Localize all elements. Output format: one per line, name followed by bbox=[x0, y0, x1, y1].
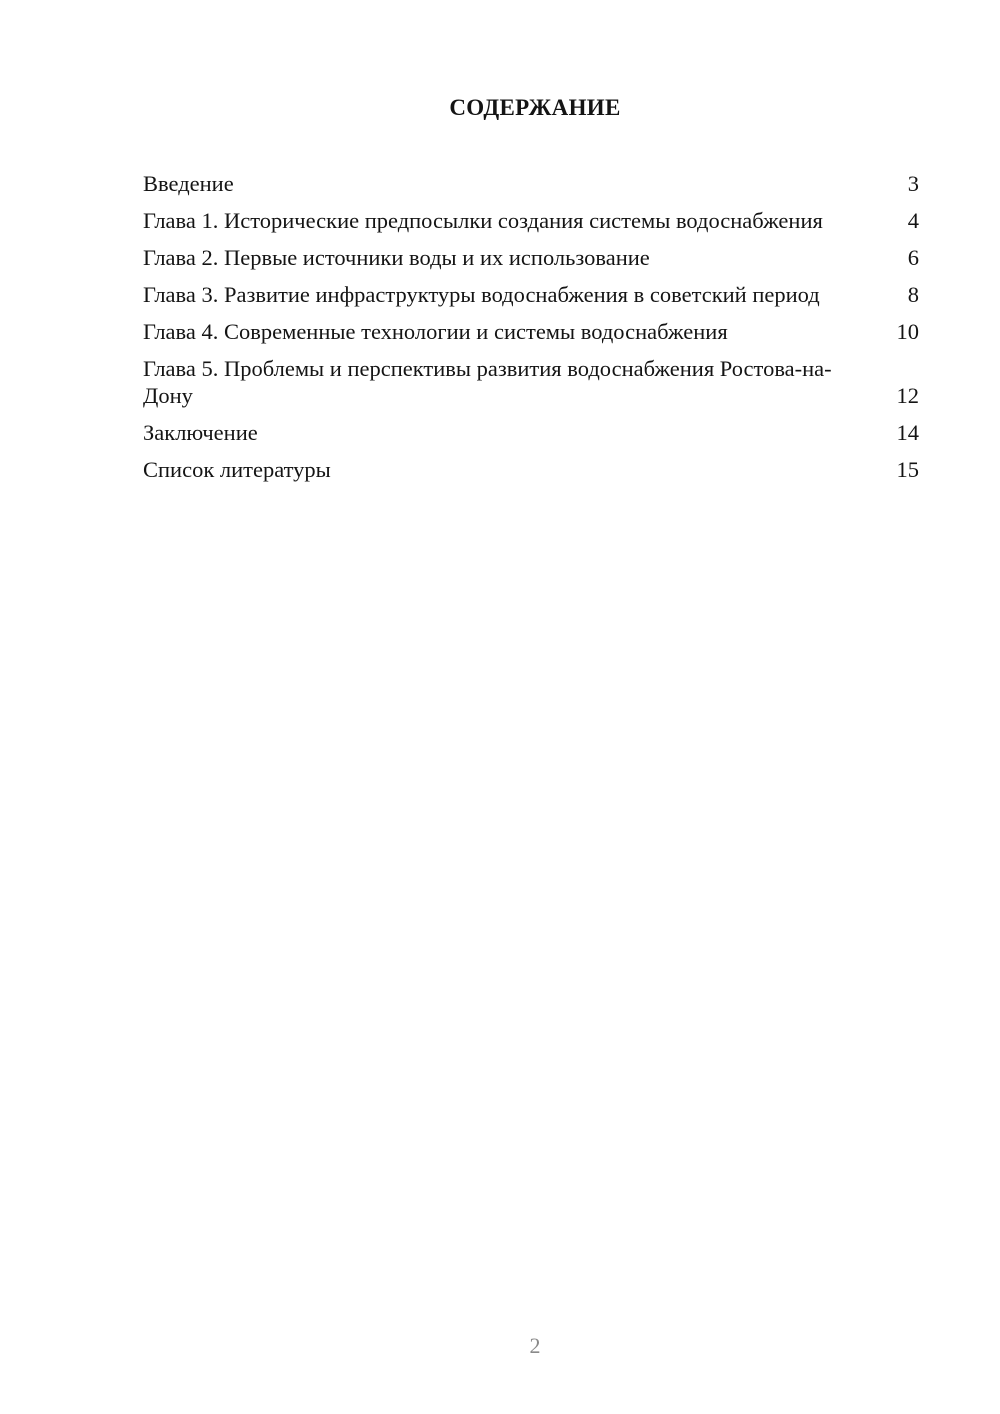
toc-entry-page: 15 bbox=[896, 457, 919, 482]
page-number: 2 bbox=[529, 1333, 541, 1358]
toc-entry-page: 14 bbox=[896, 420, 919, 445]
toc-entry-page: 4 bbox=[907, 208, 919, 233]
toc-entry-title: Глава 1. Исторические предпосылки создания системы водоснабжения bbox=[143, 208, 823, 233]
toc-entry-chapter-3[interactable] bbox=[143, 281, 919, 308]
toc-entry-chapter-1[interactable] bbox=[143, 207, 919, 234]
toc-entry-chapter-2[interactable] bbox=[143, 244, 919, 271]
toc-entry-chapter-5[interactable] bbox=[143, 355, 919, 409]
toc-entry-page: 6 bbox=[907, 245, 919, 270]
toc-entry-page: 3 bbox=[907, 171, 919, 196]
toc-entry-chapter-4[interactable] bbox=[143, 318, 919, 345]
toc-entry-title: Глава 5. Проблемы и перспективы развития водоснабжения Ростова-на-Дону bbox=[143, 356, 832, 408]
toc-entry-title: Список литературы bbox=[143, 457, 331, 482]
toc-entry-references[interactable] bbox=[143, 456, 919, 483]
toc-heading: СОДЕРЖАНИЕ bbox=[449, 95, 621, 120]
toc-entry-title: Введение bbox=[143, 171, 234, 196]
toc-entry-page: 8 bbox=[907, 282, 919, 307]
table-of-contents bbox=[143, 170, 919, 493]
toc-entry-title: Глава 4. Современные технологии и системы водоснабжения bbox=[143, 319, 728, 344]
toc-entry-title: Глава 3. Развитие инфраструктуры водоснабжения в советский период bbox=[143, 282, 820, 307]
toc-entry-title: Заключение bbox=[143, 420, 258, 445]
toc-entry-conclusion[interactable] bbox=[143, 419, 919, 446]
toc-entry-title: Глава 2. Первые источники воды и их использование bbox=[143, 245, 650, 270]
toc-entry-introduction[interactable] bbox=[143, 170, 919, 197]
toc-entry-page: 12 bbox=[896, 383, 919, 408]
toc-entry-page: 10 bbox=[896, 319, 919, 344]
